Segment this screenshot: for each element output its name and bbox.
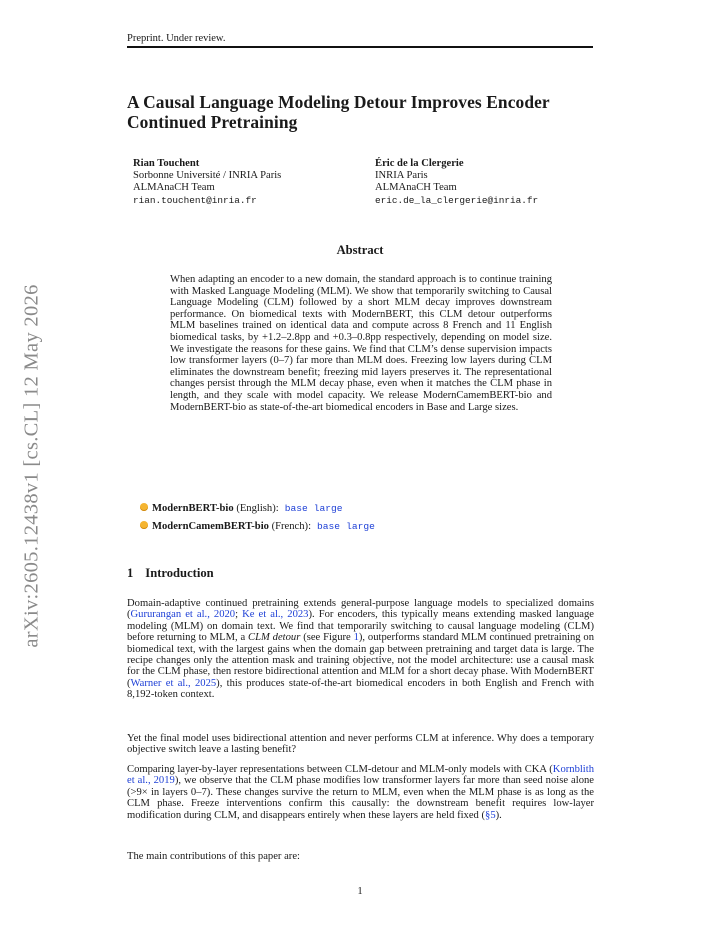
text-run: ), this produces state-of-the-art biomedical encoders in both English and French with 8,192-token context. — [127, 677, 595, 701]
model-language: (English): — [236, 503, 279, 514]
citation-link[interactable]: Gururangan et al., 2020 — [130, 609, 236, 621]
intro-paragraph-2 — [127, 733, 594, 756]
text-run: ), we observe that the CLM phase modifies low transformer layers far more than seed noise alone (>9× in layers 0–7). These changes survive the return to MLM, even when the MLM phase is as long as the CLM phase. Freeze interventions confirm this causally: the downstream benefit requires low-layer modification during CLM, and disappears entirely when these layers are held fixed ( — [127, 775, 594, 821]
section-reference-link[interactable]: §5 — [485, 809, 496, 821]
base-model-link[interactable]: base — [284, 503, 308, 514]
author-email[interactable]: rian.touchent@inria.fr — [133, 194, 257, 206]
author-team: ALMAnaCH Team — [133, 182, 215, 194]
section-heading-introduction — [127, 566, 214, 581]
author-block-2 — [375, 158, 538, 207]
base-model-link[interactable]: base — [317, 521, 341, 532]
author-affiliation: Sorbonne Université / INRIA Paris — [133, 170, 282, 182]
paragraph-text: Yet the final model uses bidirectional attention and never performs CLM at inference. Why does a temporary objective switch leave a lasting benefit? — [127, 733, 594, 756]
author-name: Rian Touchent — [133, 158, 200, 169]
model-language: (French): — [271, 521, 312, 532]
figure-reference-link[interactable]: 1 — [353, 632, 359, 644]
running-head: Preprint. Under review. — [127, 33, 226, 44]
abstract-body — [170, 274, 552, 413]
author-team: ALMAnaCH Team — [375, 182, 457, 194]
large-model-link[interactable]: large — [346, 521, 375, 532]
citation-link[interactable]: Warner et al., 2025 — [130, 677, 217, 689]
text-run: ), outperforms standard MLM continued pretraining on biomedical text, with the largest gains when the domain gap between pretraining and target data is large. The recipe changes only the attention mask and training objective, not the model architecture: use a causal mask for the CLM phase, then restore bidirectional attention and MLM for a short decay phase. With ModernBERT ( — [127, 632, 595, 689]
intro-paragraph-3 — [127, 764, 594, 821]
header-rule — [127, 46, 593, 48]
citation-link[interactable]: Ke et al., 2023 — [242, 609, 309, 621]
author-block-1 — [133, 158, 281, 207]
model-name: ModernCamemBERT-bio — [152, 521, 269, 532]
page-number: 1 — [357, 886, 363, 897]
author-email[interactable]: eric.de_la_clergerie@inria.fr — [375, 194, 539, 206]
section-title: Introduction — [145, 566, 214, 580]
paragraph-text: The main contributions of this paper are: — [127, 851, 300, 862]
author-name: Éric de la Clergerie — [375, 158, 464, 169]
abstract-heading: Abstract — [336, 243, 384, 257]
model-link-row-french — [140, 521, 375, 533]
text-run: Domain-adaptive continued pretraining extends general-purpose language models to specialized domains ( — [127, 598, 594, 621]
hugging-face-icon — [140, 521, 148, 529]
text-run: Comparing layer-by-layer representations between CLM-detour and MLM-only models with CKA ( — [127, 764, 553, 775]
citation-link[interactable]: Kornblith et al., 2019 — [127, 764, 594, 787]
section-number: 1 — [127, 566, 134, 580]
text-run: ). For encoders, this typically means extending masked language modeling (MLM) on domain text. We find that temporarily switching to causal language modeling (CLM) before returning to MLM, a — [127, 609, 595, 644]
abstract-text: When adapting an encoder to a new domain, the standard approach is to continue training with Masked Language Modeling (MLM). We show that temporarily switching to Causal Language Modeling (CLM) followed by a short MLM decay improves downstream performance. On biomedical texts with ModernBERT, this CLM detour outperforms MLM baselines trained on identical data and compute across 8 French and 11 English biomedical tasks, by +1.2–2.8pp and +0.3–0.8pp respectively, depending on model size. We investigate the reasons for these gains. We find that CLM’s dense supervision impacts low transformer layers (0–7) far more than MLM does. Freezing low layers during CLM eliminates the downstream benefit; freezing mid layers preserves it. The representational changes persist through the MLM decay phase, even when it matches the CLM phase in length, and they scale with model capacity. We release ModernCamemBERT-bio and ModernBERT-bio as state-of-the-art biomedical encoders in Base and Large sizes. — [170, 274, 552, 413]
intro-paragraph-4 — [127, 851, 594, 862]
emphasis-term: CLM detour — [248, 632, 301, 644]
text-run: ). — [495, 809, 502, 821]
model-link-row-english — [140, 503, 343, 515]
large-model-link[interactable]: large — [313, 503, 343, 514]
intro-paragraph-1 — [127, 598, 594, 701]
author-affiliation: INRIA Paris — [375, 170, 428, 182]
model-name: ModernBERT-bio — [152, 503, 234, 514]
hugging-face-icon — [140, 503, 148, 511]
arxiv-identifier-text: arXiv:2605.12438v1 [cs.CL] 12 May 2026 — [20, 284, 43, 648]
paper-title: A Causal Language Modeling Detour Improves Encoder Continued Pretraining — [127, 92, 550, 132]
text-run: ; — [235, 609, 243, 621]
text-run: (see Figure — [300, 632, 354, 644]
arxiv-identifier-stamp — [2, 284, 62, 648]
